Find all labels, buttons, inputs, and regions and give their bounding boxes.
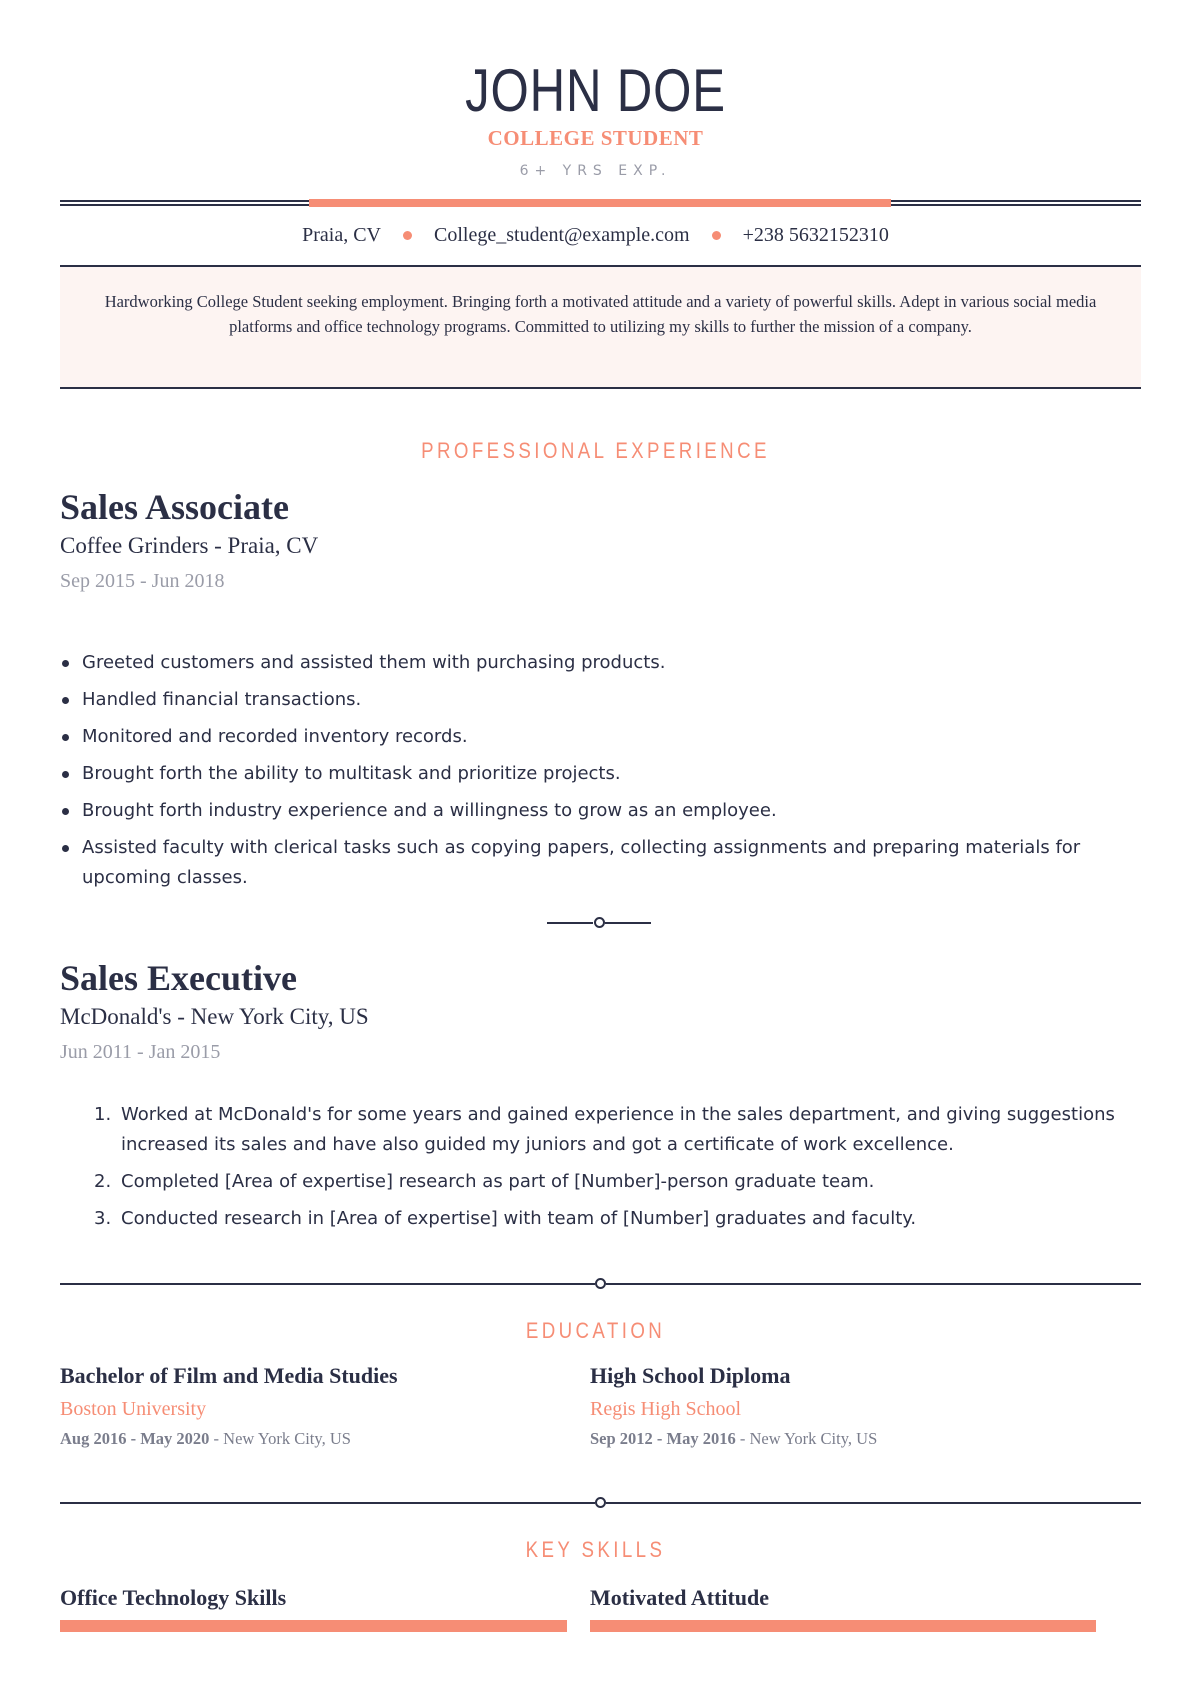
list-item: Assisted faculty with clerical tasks such as copying papers, collecting assignments and preparing materials for upcoming classes.	[60, 833, 1120, 893]
list-item	[60, 1167, 1120, 1197]
section-divider	[60, 1497, 1141, 1509]
divider-line	[60, 1283, 595, 1285]
edu-degree: High School Diploma	[590, 1363, 791, 1388]
job-company: Coffee Grinders - Praia, CV	[60, 533, 319, 558]
divider-circle-icon	[594, 917, 605, 928]
section-divider	[60, 1278, 1141, 1290]
section-title-education: EDUCATION	[525, 1318, 666, 1343]
divider-line	[606, 1283, 1141, 1285]
header-accent-bar	[309, 199, 891, 207]
list-item: Greeted customers and assisted them with purchasing products.	[60, 648, 1120, 678]
job-bullet-list	[60, 648, 1120, 900]
job-divider	[547, 917, 651, 929]
contact-line	[0, 224, 1191, 247]
skill-level-bar	[590, 1620, 1096, 1632]
edu-location: - New York City, US	[209, 1429, 351, 1448]
skill-name: Motivated Attitude	[590, 1585, 770, 1610]
job-title: Sales Executive	[60, 958, 297, 998]
edu-meta	[590, 1429, 1130, 1449]
edu-meta	[60, 1429, 570, 1449]
job-company: McDonald's - New York City, US	[60, 1004, 369, 1029]
contact-email[interactable]: College_student@example.com	[434, 224, 690, 246]
list-item-text: Worked at McDonald's for some years and gained experience in the sales department, and giving suggestions increased its sales and have also guided my juniors and got a certificate of work excellence.	[121, 1104, 1115, 1155]
education-entry	[590, 1363, 1130, 1449]
divider-line	[60, 1502, 595, 1504]
job-dates: Sep 2015 - Jun 2018	[60, 570, 225, 592]
bullet-dot-icon	[403, 231, 412, 240]
list-item-text: Completed [Area of expertise] research as part of [Number]-person graduate team.	[121, 1171, 875, 1192]
candidate-name: JOHN DOE	[465, 57, 726, 124]
list-item: Monitored and recorded inventory records.	[60, 722, 1120, 752]
section-title-experience: PROFESSIONAL EXPERIENCE	[421, 438, 770, 463]
summary-text: Hardworking College Student seeking employment. Bringing forth a motivated attitude and a variety of powerful skills. Adept in various social media platforms and office technology programs. Committed to utilizing my skills to further the mission of a company.	[104, 292, 1097, 336]
job-title: Sales Associate	[60, 487, 289, 527]
section-title-skills: KEY SKILLS	[525, 1537, 666, 1562]
divider-circle-icon	[595, 1497, 606, 1508]
contact-phone[interactable]: +238 5632152310	[742, 224, 889, 246]
edu-degree: Bachelor of Film and Media Studies	[60, 1363, 398, 1388]
skill-level-bar	[60, 1620, 567, 1632]
divider-line	[547, 922, 593, 924]
divider-line	[605, 922, 651, 924]
list-item	[60, 1100, 1120, 1160]
list-item: Brought forth the ability to multitask and prioritize projects.	[60, 759, 1120, 789]
list-item-text: Conducted research in [Area of expertise] with team of [Number] graduates and faculty.	[121, 1208, 917, 1229]
years-experience: 6+ YRS EXP.	[519, 163, 672, 179]
list-item	[60, 1204, 1120, 1234]
bullet-dot-icon	[712, 231, 721, 240]
edu-location: - New York City, US	[735, 1429, 878, 1448]
job-numbered-list	[60, 1100, 1120, 1241]
education-entry	[60, 1363, 570, 1449]
list-number: 1.	[94, 1104, 112, 1125]
list-number: 3.	[94, 1208, 112, 1229]
job-dates: Jun 2011 - Jan 2015	[60, 1041, 221, 1063]
skill-name: Office Technology Skills	[60, 1585, 287, 1610]
edu-dates: Sep 2012 - May 2016	[590, 1429, 736, 1448]
candidate-role: COLLEGE STUDENT	[487, 126, 704, 150]
summary-box	[60, 265, 1141, 389]
edu-dates: Aug 2016 - May 2020	[60, 1429, 210, 1448]
list-number: 2.	[94, 1171, 112, 1192]
edu-school: Boston University	[60, 1398, 207, 1420]
list-item: Handled financial transactions.	[60, 685, 1120, 715]
contact-location: Praia, CV	[302, 224, 382, 246]
divider-line	[606, 1502, 1141, 1504]
divider-circle-icon	[595, 1278, 606, 1289]
list-item: Brought forth industry experience and a willingness to grow as an employee.	[60, 796, 1120, 826]
edu-school: Regis High School	[590, 1398, 742, 1420]
